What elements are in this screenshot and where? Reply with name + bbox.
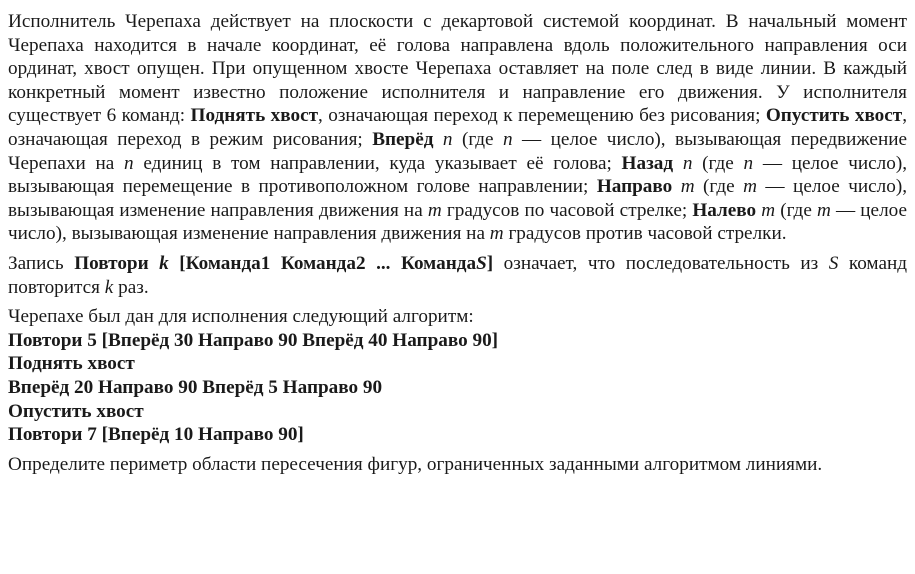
- command-back: Назад: [621, 152, 674, 174]
- algorithm-line: Вперёд 20 Направо 90 Вперёд 5 Направо 90: [8, 376, 383, 398]
- variable-s: S: [476, 252, 487, 274]
- repeat-bracket-close: ]: [486, 252, 494, 274]
- repeat-syntax: [74, 253, 493, 274]
- command-right: Направо: [596, 176, 673, 198]
- repeat-text: команд повторится: [8, 252, 907, 298]
- intro-text: (где: [452, 128, 503, 150]
- variable-m: m: [761, 199, 776, 221]
- algorithm-line: Повтори 7 [Вперёд 10 Направо 90]: [8, 424, 304, 446]
- algorithm-intro: Черепахе был дан для исполнения следующий алгоритм:: [8, 306, 474, 328]
- variable-s: S: [828, 252, 839, 274]
- repeat-text: Запись: [8, 252, 75, 274]
- command-raise-tail: Поднять хвост: [190, 105, 319, 127]
- variable-k: k: [104, 276, 114, 298]
- algorithm-line: Повтори 5 [Вперёд 30 Направо 90 Вперёд 40 Направо 90]: [8, 329, 499, 351]
- intro-text: (где: [694, 176, 744, 198]
- intro-text: Исполнитель Черепаха действует на плоскости с декартовой системой координат. В начальный момент Черепаха находится в начале координат, её голова направлена вдоль положительного направления оси ординат, хвост опущен. При опущенном хвосте Черепаха оставляет на поле след в виде линии. В каждый конкретный момент известно положение исполнителя и направление его движения. У исполнителя существует 6 команд:: [8, 11, 907, 127]
- variable-m: m: [743, 176, 757, 198]
- intro-text: — целое число), вызывающая изменение направления движения на: [8, 199, 907, 245]
- variable-m: m: [816, 199, 831, 221]
- intro-text: , означающая переход к перемещению без рисования;: [318, 105, 766, 127]
- repeat-text: означает, что последовательность из: [493, 252, 829, 274]
- intro-text: градусов по часовой стрелке;: [441, 199, 693, 221]
- intro-text: градусов против часовой стрелки.: [503, 223, 787, 245]
- repeat-text: раз.: [113, 276, 149, 298]
- intro-text: (где: [775, 199, 817, 221]
- algorithm-line: Опустить хвост: [8, 400, 144, 422]
- intro-text: — целое число), вызывающая перемещение в противоположном голове направлении;: [8, 152, 908, 198]
- intro-text: — целое число), вызывающая изменение направления движения на: [8, 176, 908, 221]
- intro-text: — целое число), вызывающая передвижение Черепахи на: [8, 128, 907, 174]
- algorithm-line: Поднять хвост: [8, 353, 135, 375]
- command-left: Налево: [692, 199, 757, 221]
- variable-m: m: [489, 223, 504, 245]
- variable-n: n: [682, 152, 693, 174]
- variable-m: m: [680, 176, 695, 198]
- variable-n: n: [502, 128, 513, 150]
- intro-text: (где: [692, 152, 744, 174]
- repeat-description: [8, 252, 907, 299]
- repeat-keyword: Повтори: [74, 252, 149, 274]
- intro-paragraph: [8, 10, 907, 246]
- variable-m: m: [427, 199, 442, 221]
- intro-text: единиц в том направлении, куда указывает её голова;: [133, 152, 622, 174]
- algorithm-code: [8, 329, 907, 447]
- question: Определите периметр области пересечения фигур, ограниченных заданными алгоритмом линиями.: [8, 453, 823, 475]
- command-lower-tail: Опустить хвост: [765, 105, 903, 127]
- intro-text: , означающая переход в режим рисования;: [8, 105, 908, 150]
- repeat-bracket-open: [Команда1 Команда2 ... Команда: [168, 252, 477, 274]
- variable-n: n: [124, 152, 134, 174]
- command-forward: Вперёд: [372, 128, 434, 150]
- variable-n: n: [442, 128, 453, 150]
- variable-n: n: [743, 152, 754, 174]
- variable-k: k: [159, 252, 169, 274]
